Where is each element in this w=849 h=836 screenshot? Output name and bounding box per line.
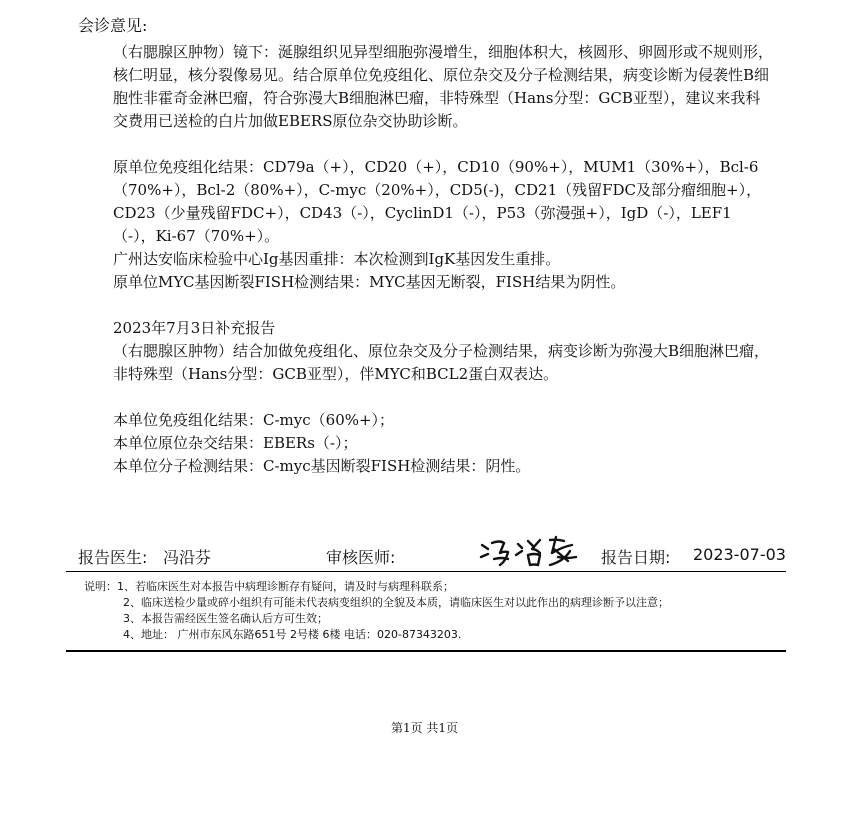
notes-top-divider [66, 571, 786, 572]
note-line: 3、本报告需经医生签名确认后方可生效； [123, 612, 328, 625]
reviewer-label: 审核医师: [326, 548, 396, 567]
signature-row [78, 543, 784, 569]
note-line: 说明：1、若临床医生对本报告中病理诊断存有疑问，请及时与病理科联系； [84, 580, 454, 593]
ig-gene-rearrangement: 广州达安临床检验中心Ig基因重排：本次检测到IgK基因发生重排。 [113, 250, 561, 268]
consultation-heading: 会诊意见: [78, 16, 148, 35]
page-indicator: 第1页 共1页 [390, 721, 459, 735]
note-line: 4、地址： 广州市东风东路651号 2号楼 6楼 电话：020-87343203. [123, 628, 462, 641]
note-line: 2、临床送检少量或碎小组织有可能未代表病变组织的全貌及本质，请临床医生对以此作出的病理诊断予以注意； [123, 596, 669, 609]
local-ihc-result: 本单位免疫组化结果：C-myc（60%+）； [113, 411, 395, 429]
reviewer-signature-icon [478, 535, 588, 569]
local-molecular-result: 本单位分子检测结果：C-myc基因断裂FISH检测结果：阴性。 [113, 457, 531, 475]
report-date-label: 报告日期: [601, 548, 671, 567]
supplement-title: 2023年7月3日补充报告 [113, 319, 276, 337]
report-doctor-name: 冯沿芬 [163, 548, 212, 567]
notes-block [84, 579, 784, 643]
notes-bottom-divider [66, 650, 786, 652]
consultation-body [113, 41, 773, 478]
report-date: 2023-07-03 [693, 545, 786, 564]
supplement-text: （右腮腺区肿物）结合加做免疫组化、原位杂交及分子检测结果，病变诊断为弥漫大B细胞淋巴瘤，非特殊型（Hans分型：GCB亚型），伴MYC和BCL2蛋白双表达。 [113, 342, 770, 383]
original-ihc-results: 原单位免疫组化结果：CD79a（+），CD20（+），CD10（90%+），MUM1（30%+），Bcl-6（70%+），Bcl-2（80%+），C-myc（20%+），CD5(-)，CD21（残留FDC及部分瘤细胞+），CD23（少量残留FDC+），CD43（-），CyclinD1（-），P53（弥漫强+），IgD（-），LEF1（-），Ki-67（70%+）。 [113, 158, 762, 245]
original-myc-fish: 原单位MYC基因断裂FISH检测结果：MYC基因无断裂，FISH结果为阴性。 [113, 273, 626, 291]
report-doctor-label: 报告医生: [78, 548, 148, 567]
local-ish-result: 本单位原位杂交结果：EBERs（-）； [113, 434, 358, 452]
diagnosis-paragraph: （右腮腺区肿物）镜下：涎腺组织见异型细胞弥漫增生，细胞体积大，核圆形、卵圆形或不规则形，核仁明显，核分裂像易见。结合原单位免疫组化、原位杂交及分子检测结果，病变诊断为侵袭性B细胞性非霍奇金淋巴瘤，符合弥漫大B细胞淋巴瘤，非特殊型（Hans分型：GCB亚型），建议来我科交费用已送检的白片加做EBERS原位杂交协助诊断。 [113, 43, 774, 130]
